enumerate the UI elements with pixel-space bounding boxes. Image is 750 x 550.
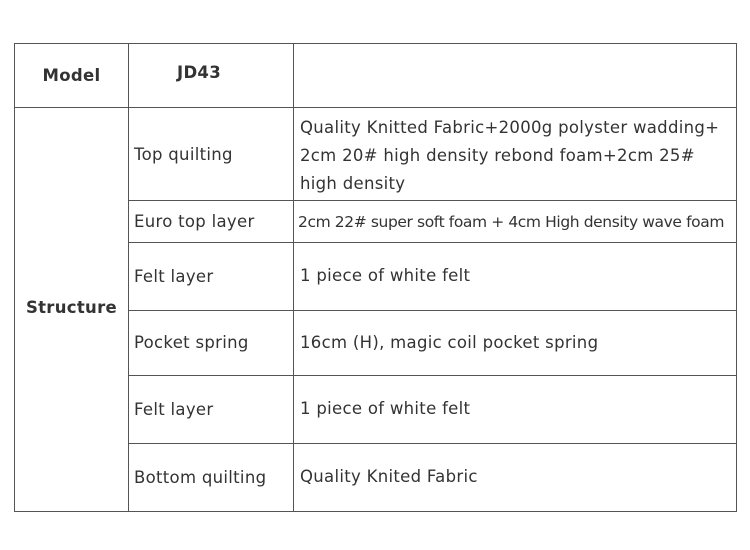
model-value-cell — [129, 44, 294, 108]
layer-detail: 1 piece of white felt — [294, 243, 737, 310]
layer-detail-line: 2cm 20# high density rebond foam+2cm 25# — [300, 146, 695, 166]
model-value: JD43 — [177, 63, 221, 83]
layer-name: Top quilting — [129, 108, 294, 201]
layer-detail — [294, 108, 737, 201]
structure-label: Structure — [25, 298, 118, 318]
model-label-cell — [15, 44, 129, 108]
layer-name: Felt layer — [129, 243, 294, 310]
layer-detail-line: Quality Knitted Fabric+2000g polyster wadding+ — [300, 118, 720, 138]
layer-detail: 16cm (H), magic coil pocket spring — [294, 310, 737, 375]
layer-name: Euro top layer — [129, 201, 294, 243]
layer-detail: Quality Knited Fabric — [294, 443, 737, 511]
structure-label-cell — [15, 108, 129, 512]
layer-name: Felt layer — [129, 375, 294, 443]
layer-detail-line: high density — [300, 174, 406, 194]
layer-detail: 2cm 22# super soft foam + 4cm High density wave foam — [294, 201, 737, 243]
header-row — [15, 44, 737, 108]
spec-table — [14, 43, 737, 512]
table-row — [15, 108, 737, 201]
layer-name: Pocket spring — [129, 310, 294, 375]
header-empty-cell — [294, 44, 737, 108]
layer-detail: 1 piece of white felt — [294, 375, 737, 443]
model-label: Model — [42, 66, 101, 86]
layer-name: Bottom quilting — [129, 443, 294, 511]
